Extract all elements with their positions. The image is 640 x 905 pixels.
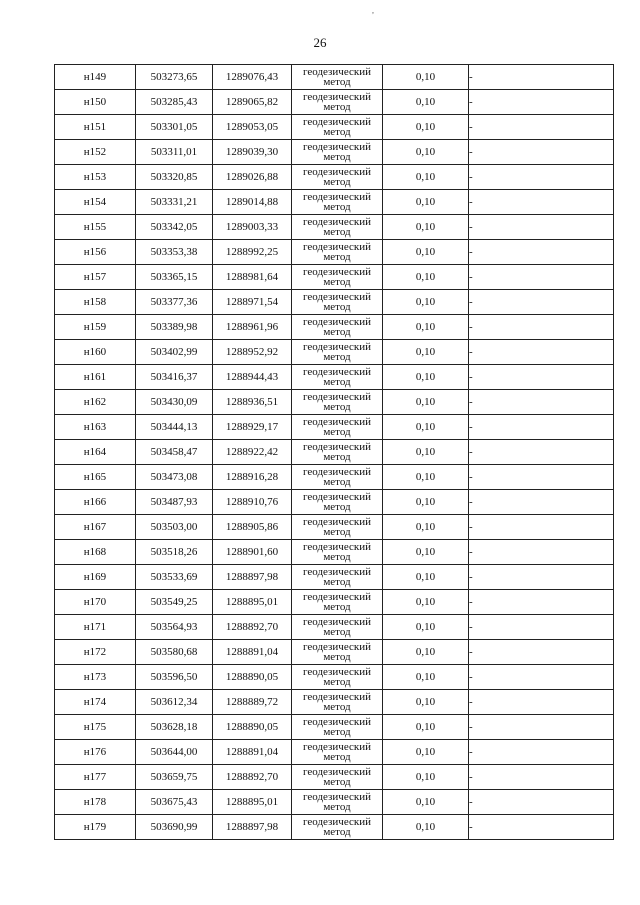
method-label-line2: метод: [323, 101, 351, 113]
x-coordinate-cell: 503444,13: [136, 415, 213, 440]
note-cell: -: [469, 90, 614, 115]
x-coordinate-cell: 503628,18: [136, 715, 213, 740]
note-cell: -: [469, 215, 614, 240]
y-coordinate-cell: 1288897,98: [213, 565, 292, 590]
point-id-cell: н160: [55, 340, 136, 365]
note-cell: -: [469, 540, 614, 565]
point-id-cell: н156: [55, 240, 136, 265]
method-cell: [292, 215, 383, 240]
y-coordinate-cell: 1288981,64: [213, 265, 292, 290]
table-row: [55, 540, 614, 565]
method-label-line1: геодезический: [303, 591, 371, 603]
method-cell: [292, 265, 383, 290]
y-coordinate-cell: 1289065,82: [213, 90, 292, 115]
table-row: [55, 490, 614, 515]
point-id-cell: н174: [55, 690, 136, 715]
table-row: [55, 765, 614, 790]
precision-cell: 0,10: [383, 540, 469, 565]
method-label-line1: геодезический: [303, 216, 371, 228]
method-label-line2: метод: [323, 126, 351, 138]
y-coordinate-cell: 1288891,04: [213, 640, 292, 665]
point-id-cell: н176: [55, 740, 136, 765]
method-cell: [292, 540, 383, 565]
y-coordinate-cell: 1288890,05: [213, 715, 292, 740]
method-label-line2: метод: [323, 76, 351, 88]
note-cell: -: [469, 715, 614, 740]
method-label-line2: метод: [323, 251, 351, 263]
method-label-line2: метод: [323, 751, 351, 763]
table-row: [55, 240, 614, 265]
precision-cell: 0,10: [383, 165, 469, 190]
table-row: [55, 215, 614, 240]
note-cell: -: [469, 815, 614, 840]
note-cell: -: [469, 340, 614, 365]
precision-cell: 0,10: [383, 590, 469, 615]
note-cell: -: [469, 740, 614, 765]
table-row: [55, 590, 614, 615]
precision-cell: 0,10: [383, 740, 469, 765]
x-coordinate-cell: 503503,00: [136, 515, 213, 540]
method-label-line1: геодезический: [303, 491, 371, 503]
method-cell: [292, 340, 383, 365]
x-coordinate-cell: 503596,50: [136, 665, 213, 690]
y-coordinate-cell: 1288892,70: [213, 765, 292, 790]
y-coordinate-cell: 1288892,70: [213, 615, 292, 640]
method-label-line2: метод: [323, 551, 351, 563]
method-label-line1: геодезический: [303, 816, 371, 828]
precision-cell: 0,10: [383, 190, 469, 215]
point-id-cell: н170: [55, 590, 136, 615]
method-label-line1: геодезический: [303, 441, 371, 453]
y-coordinate-cell: 1289076,43: [213, 65, 292, 90]
method-cell: [292, 615, 383, 640]
note-cell: -: [469, 565, 614, 590]
precision-cell: 0,10: [383, 640, 469, 665]
method-label-line2: метод: [323, 376, 351, 388]
x-coordinate-cell: 503533,69: [136, 565, 213, 590]
y-coordinate-cell: 1288952,92: [213, 340, 292, 365]
point-id-cell: н154: [55, 190, 136, 215]
method-cell: [292, 765, 383, 790]
x-coordinate-cell: 503331,21: [136, 190, 213, 215]
precision-cell: 0,10: [383, 390, 469, 415]
point-id-cell: н150: [55, 90, 136, 115]
method-label-line1: геодезический: [303, 416, 371, 428]
table-row: [55, 315, 614, 340]
method-label-line1: геодезический: [303, 766, 371, 778]
method-cell: [292, 665, 383, 690]
method-label-line1: геодезический: [303, 366, 371, 378]
method-label-line2: метод: [323, 426, 351, 438]
method-label-line1: геодезический: [303, 166, 371, 178]
method-cell: [292, 315, 383, 340]
point-id-cell: н171: [55, 615, 136, 640]
method-label-line2: метод: [323, 301, 351, 313]
precision-cell: 0,10: [383, 690, 469, 715]
method-label-line1: геодезический: [303, 266, 371, 278]
method-label-line1: геодезический: [303, 141, 371, 153]
table-row: [55, 190, 614, 215]
method-label-line2: метод: [323, 726, 351, 738]
x-coordinate-cell: 503549,25: [136, 590, 213, 615]
note-cell: -: [469, 140, 614, 165]
x-coordinate-cell: 503416,37: [136, 365, 213, 390]
x-coordinate-cell: 503402,99: [136, 340, 213, 365]
method-cell: [292, 590, 383, 615]
table-row: [55, 690, 614, 715]
precision-cell: 0,10: [383, 440, 469, 465]
precision-cell: 0,10: [383, 490, 469, 515]
method-label-line2: метод: [323, 401, 351, 413]
table-row: [55, 115, 614, 140]
note-cell: -: [469, 490, 614, 515]
y-coordinate-cell: 1288961,96: [213, 315, 292, 340]
point-id-cell: н173: [55, 665, 136, 690]
method-label-line2: метод: [323, 801, 351, 813]
x-coordinate-cell: 503612,34: [136, 690, 213, 715]
method-cell: [292, 65, 383, 90]
method-label-line1: геодезический: [303, 566, 371, 578]
x-coordinate-cell: 503389,98: [136, 315, 213, 340]
method-cell: [292, 715, 383, 740]
note-cell: -: [469, 240, 614, 265]
precision-cell: 0,10: [383, 515, 469, 540]
x-coordinate-cell: 503377,36: [136, 290, 213, 315]
method-cell: [292, 140, 383, 165]
table-row: [55, 565, 614, 590]
point-id-cell: н166: [55, 490, 136, 515]
method-label-line2: метод: [323, 276, 351, 288]
note-cell: -: [469, 390, 614, 415]
table-row: [55, 615, 614, 640]
method-label-line1: геодезический: [303, 666, 371, 678]
precision-cell: 0,10: [383, 815, 469, 840]
method-label-line2: метод: [323, 701, 351, 713]
y-coordinate-cell: 1289053,05: [213, 115, 292, 140]
method-cell: [292, 565, 383, 590]
x-coordinate-cell: 503675,43: [136, 790, 213, 815]
point-id-cell: н151: [55, 115, 136, 140]
method-label-line2: метод: [323, 501, 351, 513]
point-id-cell: н179: [55, 815, 136, 840]
point-id-cell: н161: [55, 365, 136, 390]
note-cell: -: [469, 290, 614, 315]
x-coordinate-cell: 503580,68: [136, 640, 213, 665]
note-cell: -: [469, 765, 614, 790]
x-coordinate-cell: 503564,93: [136, 615, 213, 640]
scan-mark: ,: [372, 6, 374, 15]
method-cell: [292, 365, 383, 390]
precision-cell: 0,10: [383, 115, 469, 140]
y-coordinate-cell: 1288891,04: [213, 740, 292, 765]
method-cell: [292, 440, 383, 465]
table-row: [55, 640, 614, 665]
point-id-cell: н158: [55, 290, 136, 315]
precision-cell: 0,10: [383, 65, 469, 90]
method-cell: [292, 740, 383, 765]
method-label-line2: метод: [323, 201, 351, 213]
precision-cell: 0,10: [383, 615, 469, 640]
note-cell: -: [469, 265, 614, 290]
method-label-line2: метод: [323, 651, 351, 663]
x-coordinate-cell: 503353,38: [136, 240, 213, 265]
table-row: [55, 665, 614, 690]
x-coordinate-cell: 503644,00: [136, 740, 213, 765]
note-cell: -: [469, 790, 614, 815]
y-coordinate-cell: 1289003,33: [213, 215, 292, 240]
x-coordinate-cell: 503320,85: [136, 165, 213, 190]
point-id-cell: н162: [55, 390, 136, 415]
method-label-line1: геодезический: [303, 541, 371, 553]
y-coordinate-cell: 1288905,86: [213, 515, 292, 540]
method-cell: [292, 165, 383, 190]
method-label-line1: геодезический: [303, 66, 371, 78]
method-label-line1: геодезический: [303, 316, 371, 328]
y-coordinate-cell: 1288889,72: [213, 690, 292, 715]
x-coordinate-cell: 503473,08: [136, 465, 213, 490]
point-id-cell: н152: [55, 140, 136, 165]
method-label-line1: геодезический: [303, 516, 371, 528]
y-coordinate-cell: 1289026,88: [213, 165, 292, 190]
method-cell: [292, 640, 383, 665]
method-label-line1: геодезический: [303, 716, 371, 728]
method-label-line2: метод: [323, 776, 351, 788]
table-row: [55, 415, 614, 440]
table-row: [55, 740, 614, 765]
precision-cell: 0,10: [383, 765, 469, 790]
method-cell: [292, 90, 383, 115]
note-cell: -: [469, 515, 614, 540]
note-cell: -: [469, 65, 614, 90]
point-id-cell: н155: [55, 215, 136, 240]
method-label-line1: геодезический: [303, 616, 371, 628]
point-id-cell: н178: [55, 790, 136, 815]
precision-cell: 0,10: [383, 140, 469, 165]
precision-cell: 0,10: [383, 790, 469, 815]
method-cell: [292, 190, 383, 215]
x-coordinate-cell: 503365,15: [136, 265, 213, 290]
point-id-cell: н165: [55, 465, 136, 490]
point-id-cell: н167: [55, 515, 136, 540]
note-cell: -: [469, 640, 614, 665]
method-label-line2: метод: [323, 151, 351, 163]
method-label-line1: геодезический: [303, 241, 371, 253]
x-coordinate-cell: 503430,09: [136, 390, 213, 415]
table-row: [55, 65, 614, 90]
method-cell: [292, 390, 383, 415]
x-coordinate-cell: 503301,05: [136, 115, 213, 140]
x-coordinate-cell: 503285,43: [136, 90, 213, 115]
y-coordinate-cell: 1288897,98: [213, 815, 292, 840]
method-cell: [292, 815, 383, 840]
method-label-line2: метод: [323, 351, 351, 363]
table-row: [55, 165, 614, 190]
method-label-line2: метод: [323, 826, 351, 838]
y-coordinate-cell: 1288916,28: [213, 465, 292, 490]
method-label-line2: метод: [323, 626, 351, 638]
x-coordinate-cell: 503342,05: [136, 215, 213, 240]
method-label-line1: геодезический: [303, 391, 371, 403]
precision-cell: 0,10: [383, 315, 469, 340]
precision-cell: 0,10: [383, 215, 469, 240]
table-row: [55, 715, 614, 740]
table-row: [55, 340, 614, 365]
method-label-line2: метод: [323, 326, 351, 338]
y-coordinate-cell: 1289039,30: [213, 140, 292, 165]
x-coordinate-cell: 503273,65: [136, 65, 213, 90]
y-coordinate-cell: 1288890,05: [213, 665, 292, 690]
note-cell: -: [469, 165, 614, 190]
x-coordinate-cell: 503458,47: [136, 440, 213, 465]
precision-cell: 0,10: [383, 465, 469, 490]
precision-cell: 0,10: [383, 290, 469, 315]
note-cell: -: [469, 115, 614, 140]
method-cell: [292, 790, 383, 815]
y-coordinate-cell: 1288895,01: [213, 590, 292, 615]
table-row: [55, 265, 614, 290]
method-cell: [292, 465, 383, 490]
note-cell: -: [469, 665, 614, 690]
y-coordinate-cell: 1288971,54: [213, 290, 292, 315]
table-row: [55, 790, 614, 815]
table-row: [55, 365, 614, 390]
table-row: [55, 90, 614, 115]
precision-cell: 0,10: [383, 665, 469, 690]
method-cell: [292, 490, 383, 515]
table-row: [55, 815, 614, 840]
table-row: [55, 440, 614, 465]
x-coordinate-cell: 503659,75: [136, 765, 213, 790]
point-id-cell: н149: [55, 65, 136, 90]
method-cell: [292, 290, 383, 315]
precision-cell: 0,10: [383, 415, 469, 440]
precision-cell: 0,10: [383, 365, 469, 390]
method-label-line1: геодезический: [303, 741, 371, 753]
point-id-cell: н169: [55, 565, 136, 590]
precision-cell: 0,10: [383, 90, 469, 115]
table-row: [55, 515, 614, 540]
method-label-line2: метод: [323, 176, 351, 188]
point-id-cell: н168: [55, 540, 136, 565]
x-coordinate-cell: 503487,93: [136, 490, 213, 515]
y-coordinate-cell: 1288936,51: [213, 390, 292, 415]
method-label-line1: геодезический: [303, 691, 371, 703]
method-label-line1: геодезический: [303, 341, 371, 353]
method-label-line2: метод: [323, 576, 351, 588]
note-cell: -: [469, 615, 614, 640]
y-coordinate-cell: 1288922,42: [213, 440, 292, 465]
precision-cell: 0,10: [383, 565, 469, 590]
point-id-cell: н175: [55, 715, 136, 740]
y-coordinate-cell: 1288992,25: [213, 240, 292, 265]
point-id-cell: н177: [55, 765, 136, 790]
method-label-line2: метод: [323, 676, 351, 688]
note-cell: -: [469, 415, 614, 440]
precision-cell: 0,10: [383, 240, 469, 265]
x-coordinate-cell: 503518,26: [136, 540, 213, 565]
point-id-cell: н153: [55, 165, 136, 190]
method-label-line1: геодезический: [303, 791, 371, 803]
y-coordinate-cell: 1288929,17: [213, 415, 292, 440]
table-row: [55, 290, 614, 315]
method-label-line2: метод: [323, 451, 351, 463]
x-coordinate-cell: 503690,99: [136, 815, 213, 840]
method-cell: [292, 515, 383, 540]
method-label-line1: геодезический: [303, 641, 371, 653]
table-body: [55, 65, 614, 840]
method-cell: [292, 415, 383, 440]
point-id-cell: н157: [55, 265, 136, 290]
method-label-line2: метод: [323, 226, 351, 238]
method-label-line1: геодезический: [303, 191, 371, 203]
method-cell: [292, 690, 383, 715]
point-id-cell: н164: [55, 440, 136, 465]
method-label-line1: геодезический: [303, 466, 371, 478]
note-cell: -: [469, 365, 614, 390]
method-cell: [292, 115, 383, 140]
note-cell: -: [469, 440, 614, 465]
point-id-cell: н163: [55, 415, 136, 440]
y-coordinate-cell: 1289014,88: [213, 190, 292, 215]
method-cell: [292, 240, 383, 265]
note-cell: -: [469, 590, 614, 615]
y-coordinate-cell: 1288910,76: [213, 490, 292, 515]
note-cell: -: [469, 315, 614, 340]
note-cell: -: [469, 690, 614, 715]
method-label-line2: метод: [323, 476, 351, 488]
page-number: 26: [313, 35, 327, 50]
method-label-line2: метод: [323, 601, 351, 613]
precision-cell: 0,10: [383, 715, 469, 740]
method-label-line2: метод: [323, 526, 351, 538]
precision-cell: 0,10: [383, 340, 469, 365]
precision-cell: 0,10: [383, 265, 469, 290]
method-label-line1: геодезический: [303, 91, 371, 103]
y-coordinate-cell: 1288901,60: [213, 540, 292, 565]
table-row: [55, 465, 614, 490]
point-id-cell: н172: [55, 640, 136, 665]
x-coordinate-cell: 503311,01: [136, 140, 213, 165]
point-id-cell: н159: [55, 315, 136, 340]
table-row: [55, 140, 614, 165]
note-cell: -: [469, 190, 614, 215]
table-row: [55, 390, 614, 415]
coordinates-table: [54, 64, 614, 840]
note-cell: -: [469, 465, 614, 490]
method-label-line1: геодезический: [303, 116, 371, 128]
y-coordinate-cell: 1288895,01: [213, 790, 292, 815]
y-coordinate-cell: 1288944,43: [213, 365, 292, 390]
method-label-line1: геодезический: [303, 291, 371, 303]
